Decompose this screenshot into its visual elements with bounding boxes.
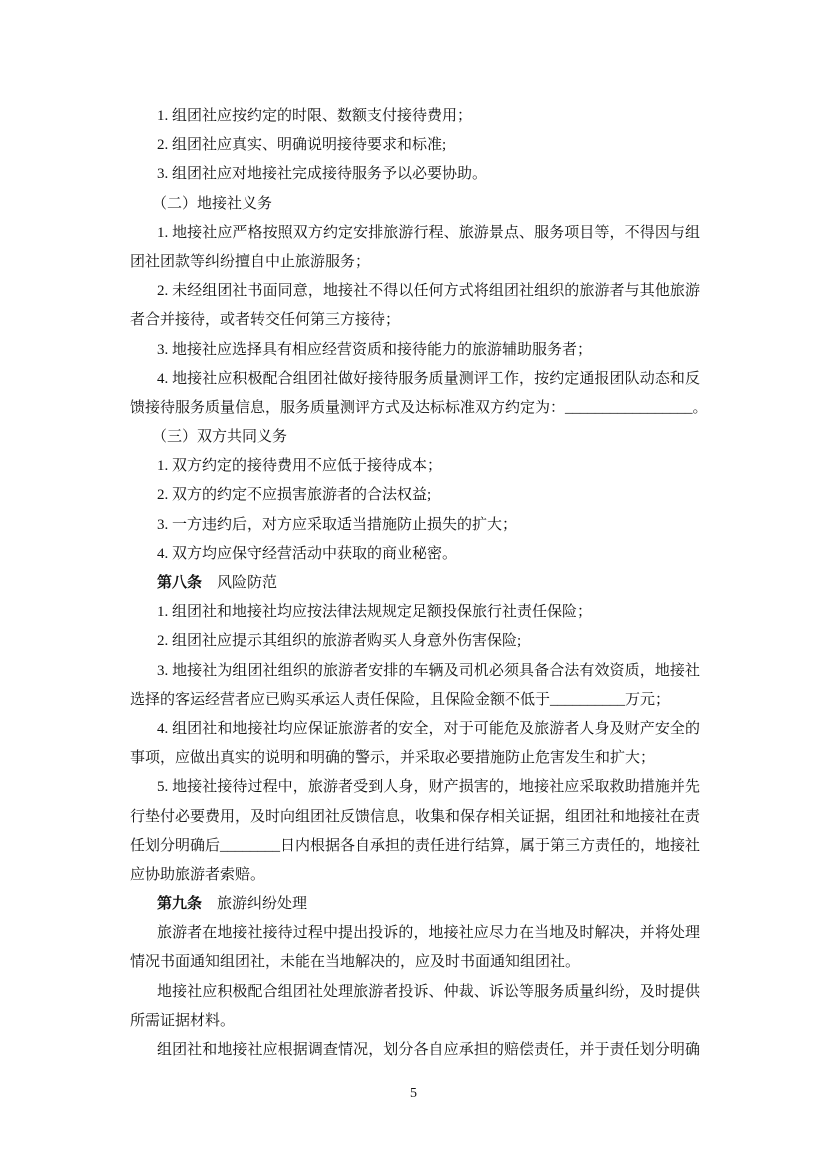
text-line: 1. 双方约定的接待费用不应低于接待成本； <box>157 458 443 475</box>
section-heading <box>130 190 700 219</box>
text-line: 所需证据材料。 <box>130 1012 236 1029</box>
clause-paragraph <box>130 336 700 365</box>
text-line: 4. 地接社应积极配合组团社做好接待服务质量测评工作，按约定通报团队动态和反 <box>157 370 700 387</box>
text-line: 行垫付必要费用，及时向组团社反馈信息，收集和保存相关证据，组团社和地接社在责 <box>130 808 701 825</box>
clause-paragraph <box>130 511 700 540</box>
article-number: 第八条 <box>157 575 203 591</box>
text-line-with-blank: 选择的客运经营者应已购买承运人责任保险，且保险金额不低于__________万元； <box>130 691 671 708</box>
text-line: 2. 双方的约定不应损害旅游者的合法权益; <box>157 487 432 504</box>
text-line-with-blank: 任划分明确后________日内根据各自承担的责任进行结算，属于第三方责任的，地接社 <box>130 837 701 854</box>
document-body <box>130 102 708 1065</box>
clause-paragraph <box>130 277 700 335</box>
article-title: 风险防范 <box>217 575 278 591</box>
article-title: 旅游纠纷处理 <box>217 896 308 913</box>
text-line: 旅游者在地接社接待过程中提出投诉的，地接社应尽力在当地及时解决，并将处理 <box>157 925 700 942</box>
text-line: 2. 组团社应提示其组织的旅游者购买人身意外伤害保险; <box>157 633 522 650</box>
text-line: 组团社和地接社应根据调查情况，划分各自应承担的赔偿责任，并于责任划分明确 <box>157 1042 700 1058</box>
text-line: 团社团款等纠纷擅自中止旅游服务； <box>130 253 371 270</box>
text-line: 情况书面通知组团社，未能在当地解决的，应及时书面通知组团社。 <box>130 954 581 971</box>
clause-paragraph <box>130 657 700 715</box>
text-line: 1. 组团社应按约定的时限、数额支付接待费用； <box>157 108 473 124</box>
article-heading <box>130 569 700 598</box>
text-line-with-blank: 馈接待服务质量信息，服务质量测评方式及达标标准双方约定为：_________________。 <box>130 399 708 416</box>
article-number: 第九条 <box>157 896 203 913</box>
section-heading <box>130 423 700 452</box>
clause-paragraph <box>130 919 700 977</box>
text-line: 4. 双方均应保守经营活动中获取的商业秘密。 <box>157 545 458 562</box>
clause-paragraph <box>130 540 700 569</box>
text-line: 5. 地接社接待过程中，旅游者受到人身，财产损害的，地接社应采取救助措施并先 <box>157 779 700 796</box>
text-line: 4. 组团社和地接社均应保证旅游者的安全，对于可能危及旅游者人身及财产安全的 <box>157 720 700 737</box>
text-line: 3. 地接社为组团社组织的旅游者安排的车辆及司机必须具备合法有效资质，地接社 <box>157 662 700 679</box>
page-number: 5 <box>410 1086 417 1101</box>
text-line: 地接社应积极配合组团社处理旅游者投诉、仲裁、诉讼等服务质量纠纷，及时提供 <box>157 983 700 1000</box>
clause-paragraph <box>130 627 700 656</box>
clause-paragraph <box>130 365 708 423</box>
clause-paragraph <box>130 773 700 890</box>
section-heading-text: （二）地接社义务 <box>152 195 273 212</box>
text-line: 3. 地接社应选择具有相应经营资质和接待能力的旅游辅助服务者； <box>157 341 593 358</box>
clause-paragraph <box>130 452 700 481</box>
text-line: 事项，应做出真实的说明和明确的警示，并采取必要措施防止危害发生和扩大； <box>130 750 656 767</box>
clause-paragraph <box>130 1036 700 1065</box>
clause-paragraph <box>130 978 700 1036</box>
text-line: 应协助旅游者索赔。 <box>130 866 266 883</box>
text-line: 3. 组团社应对地接社完成接待服务予以必要协助。 <box>157 166 488 183</box>
article-heading <box>130 890 700 919</box>
text-line: 2. 未经组团社书面同意，地接社不得以任何方式将组团社组织的旅游者与其他旅游 <box>157 283 700 300</box>
clause-paragraph <box>130 160 700 189</box>
clause-paragraph <box>130 131 700 160</box>
clause-paragraph <box>130 715 700 773</box>
clause-paragraph <box>130 598 700 627</box>
text-line: 1. 组团社和地接社均应按法律法规规定足额投保旅行社责任保险； <box>157 604 593 621</box>
text-line: 3. 一方违约后，对方应采取适当措施防止损失的扩大； <box>157 516 518 533</box>
clause-paragraph <box>130 219 700 277</box>
clause-paragraph <box>130 102 700 131</box>
text-line: 1. 地接社应严格按照双方约定安排旅游行程、旅游景点、服务项目等，不得因与组 <box>157 224 700 241</box>
clause-paragraph <box>130 481 700 510</box>
text-line: 者合并接待，或者转交任何第三方接待； <box>130 312 401 329</box>
text-line: 2. 组团社应真实、明确说明接待要求和标准; <box>157 137 447 154</box>
section-heading-text: （三）双方共同义务 <box>152 429 288 446</box>
